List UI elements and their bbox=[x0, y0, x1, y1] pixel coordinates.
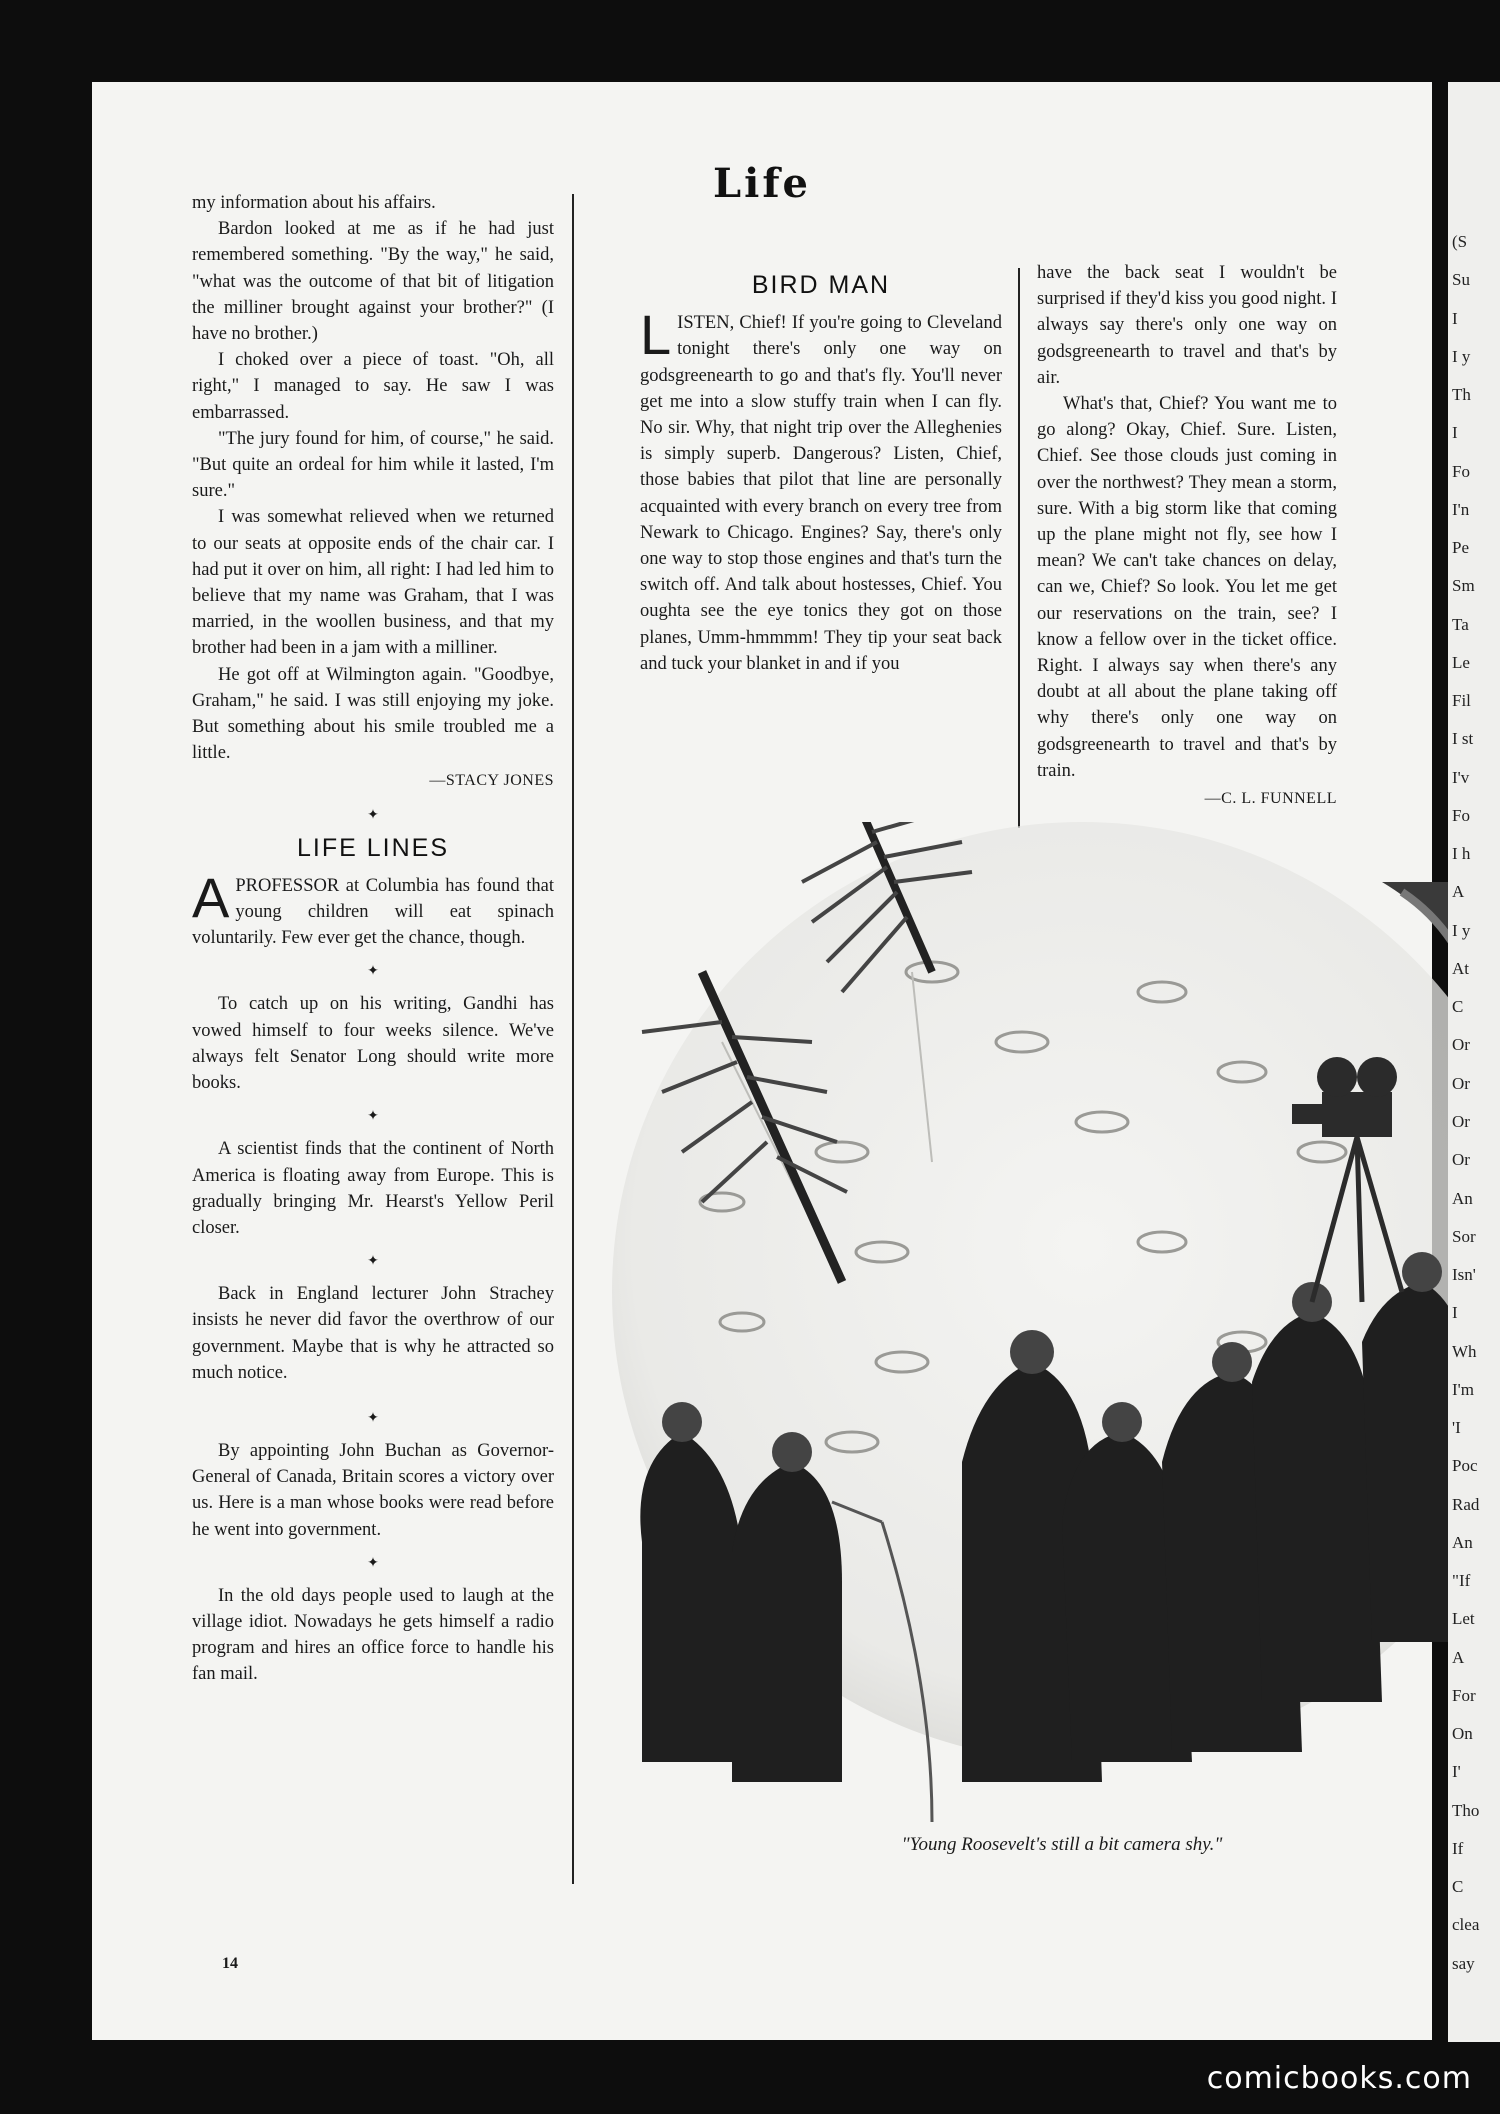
bird-man-paragraph: have the back seat I wouldn't be surprised if they'd kiss you good night. I always say there's only one way on godsgreenearth to travel and that's by air. bbox=[1037, 263, 1337, 388]
facing-page-fragment: "If bbox=[1452, 1571, 1471, 1591]
drop-cap: A bbox=[192, 865, 230, 929]
story-paragraph: I was somewhat relieved when we returned to our seats at opposite ends of the chair car. I had put it over on him, all right: I had led him to believe that my name was Graham, that I was married, in the woollen business, and that my brother had been in a jam with a milliner. bbox=[192, 507, 554, 659]
facing-page-fragment: I' bbox=[1452, 1762, 1461, 1782]
facing-page-fragment: On bbox=[1452, 1724, 1473, 1744]
facing-page-fragment: Let bbox=[1452, 1609, 1475, 1629]
facing-page-fragment: Su bbox=[1452, 270, 1470, 290]
life-lines-heading: LIFE LINES bbox=[297, 833, 449, 862]
facing-page-fragment: Sm bbox=[1452, 576, 1475, 596]
ornament: ✦ bbox=[367, 1555, 379, 1571]
life-lines-item: By appointing John Buchan as Governor-General of Canada, Britain scores a victory over us. Here is a man whose books were read before he went into government. bbox=[192, 1440, 554, 1540]
story-paragraph: I choked over a piece of toast. "Oh, all right," I managed to say. He saw I was embarrassed. bbox=[192, 350, 554, 423]
facing-page-fragment: say bbox=[1452, 1953, 1475, 1973]
life-lines-item: To catch up on his writing, Gandhi has vowed himself to four weeks silence. We've always felt Senator Long should write more books. bbox=[192, 994, 554, 1094]
facing-page-fragment: For bbox=[1452, 1685, 1476, 1705]
facing-page-fragment: At bbox=[1452, 958, 1469, 978]
bird-man-signature: —C. L. FUNNELL bbox=[1204, 790, 1337, 808]
facing-page-fragment: I'm bbox=[1452, 1379, 1474, 1399]
story-signature: —STACY JONES bbox=[429, 772, 554, 790]
facing-page-fragment: Sor bbox=[1452, 1226, 1476, 1246]
facing-page-fragment: (S bbox=[1452, 232, 1468, 251]
facing-page-fragment: Or bbox=[1452, 1035, 1470, 1055]
facing-page-fragment: 'I bbox=[1452, 1418, 1461, 1438]
left-column bbox=[192, 190, 554, 1688]
magazine-page bbox=[92, 82, 1432, 2040]
column-rule bbox=[572, 194, 574, 1884]
rowing-cartoon-illustration bbox=[602, 822, 1500, 1832]
facing-page-fragment: I bbox=[1452, 1303, 1458, 1323]
facing-page-fragment: I h bbox=[1452, 844, 1471, 864]
facing-page-fragment: Or bbox=[1452, 1112, 1470, 1131]
bird-man-heading: BIRD MAN bbox=[751, 271, 891, 299]
facing-page-fragment: Ta bbox=[1452, 614, 1469, 634]
facing-page-fragment: An bbox=[1452, 1532, 1473, 1552]
facing-page-fragment: I'v bbox=[1452, 767, 1470, 787]
facing-page-fragment: I bbox=[1452, 423, 1458, 443]
facing-page-fragment: C bbox=[1452, 997, 1464, 1017]
bird-man-column-1 bbox=[640, 268, 1002, 677]
story-paragraph: my information about his affairs. bbox=[192, 193, 436, 213]
drop-cap: L bbox=[640, 303, 672, 367]
facing-page-fragment: I st bbox=[1452, 729, 1474, 749]
facing-page-fragment: Pe bbox=[1452, 538, 1469, 558]
facing-page-fragment: A bbox=[1452, 882, 1465, 902]
facing-page-fragment: Fil bbox=[1452, 691, 1471, 711]
facing-page-fragment: Rad bbox=[1452, 1494, 1480, 1514]
life-lines-item: APROFESSOR at Columbia has found that young children will eat spinach voluntarily. Few ever get the chance, though. bbox=[192, 865, 554, 949]
facing-page-fragment: Or bbox=[1452, 1150, 1470, 1170]
illustration-caption: "Young Roosevelt's still a bit camera shy." bbox=[901, 1834, 1223, 1855]
facing-page-fragment: I bbox=[1452, 308, 1458, 328]
ornament: ✦ bbox=[367, 1410, 379, 1426]
ornament: ✦ bbox=[367, 807, 379, 823]
facing-page-fragment: A bbox=[1452, 1647, 1465, 1667]
life-lines-item: Back in England lecturer John Strachey insists he never did favor the overthrow of our government. Maybe that is why he attracted so much notice. bbox=[192, 1284, 554, 1383]
life-lines-item: In the old days people used to laugh at the village idiot. Nowadays he gets himself a radio program and hires an office force to handle his fan mail. bbox=[192, 1585, 554, 1685]
facing-page-fragment: Poc bbox=[1452, 1456, 1478, 1476]
facing-page-fragment: Wh bbox=[1452, 1341, 1477, 1361]
facing-page-edge bbox=[1448, 82, 1500, 2042]
watermark-credit: comicbooks.com bbox=[1206, 2061, 1472, 2096]
facing-page-fragment: Fo bbox=[1452, 461, 1470, 481]
masthead: Life bbox=[713, 160, 811, 207]
column-rule bbox=[1018, 268, 1020, 828]
facing-page-fragment: An bbox=[1452, 1188, 1473, 1208]
ornament: ✦ bbox=[367, 964, 379, 980]
facing-page-fragment: Tho bbox=[1452, 1800, 1480, 1820]
ornament: ✦ bbox=[367, 1254, 379, 1270]
facing-page-fragment: Th bbox=[1452, 385, 1471, 405]
bird-man-paragraph: What's that, Chief? You want me to go along? Okay, Chief. Sure. Listen, Chief. See those clouds just coming in over the northwest? They mean a storm, sure. With a big storm like that coming up the plane might not fly, see how I mean? We can't take chances on delay, can we, Chief? So look. You let me get our reservations on the train, see? I know a fellow over in the ticket office. Right. I always say when there's any doubt at all about the plane taking off why there's only one way on godsgreenearth to travel and that's by train. bbox=[1037, 394, 1337, 781]
life-lines-item: A scientist finds that the continent of North America is floating away from Europe. This is gradually bringing Mr. Hearst's Yellow Peril closer. bbox=[192, 1139, 554, 1238]
story-paragraph: He got off at Wilmington again. "Goodbye, Graham," he said. I was still enjoying my joke. But something about his smile troubled me a little. bbox=[192, 664, 554, 764]
facing-page-fragment: If bbox=[1452, 1838, 1464, 1858]
facing-page-fragment: clea bbox=[1452, 1915, 1480, 1935]
story-paragraph: Bardon looked at me as if he had just remembered something. "By the way," he said, "what was the outcome of that bit of litigation the milliner brought against your brother?" (I have no brother.) bbox=[192, 219, 554, 345]
facing-page-fragment: Isn' bbox=[1452, 1265, 1476, 1285]
ornament: ✦ bbox=[367, 1109, 379, 1125]
facing-page-fragment: C bbox=[1452, 1877, 1464, 1897]
facing-page-fragment: I y bbox=[1452, 920, 1471, 940]
page-number: 14 bbox=[222, 1955, 238, 1972]
facing-page-fragment: I y bbox=[1452, 346, 1471, 366]
bird-man-column-2 bbox=[1037, 260, 1337, 812]
bird-man-paragraph: LISTEN, Chief! If you're going to Cleveland tonight there's only one way on godsgreenearth to go and that's fly. You'll never get me into a slow stuffy train when I can fly. No sir. Why, that night trip over the Alleghenies is simply superb. Dangerous? Listen, Chief, those babies that pilot that line are personally acquainted with every branch on every tree from Newark to Chicago. Engines? Say, there's only one way to stop those engines and that's turn the switch off. And talk about hostesses, Chief. You oughta see the eye tonics they got on those planes, Umm-hmmmm! They tip your seat back and tuck your blanket in and if you bbox=[640, 303, 1002, 674]
facing-page-fragment: Fo bbox=[1452, 805, 1470, 825]
story-paragraph: "The jury found for him, of course," he said. "But quite an ordeal for him while it lasted, I'm sure." bbox=[192, 428, 554, 502]
facing-page-fragment: Le bbox=[1452, 652, 1470, 672]
facing-page-fragment: I'n bbox=[1452, 499, 1470, 519]
facing-page-fragment: Or bbox=[1452, 1073, 1470, 1093]
